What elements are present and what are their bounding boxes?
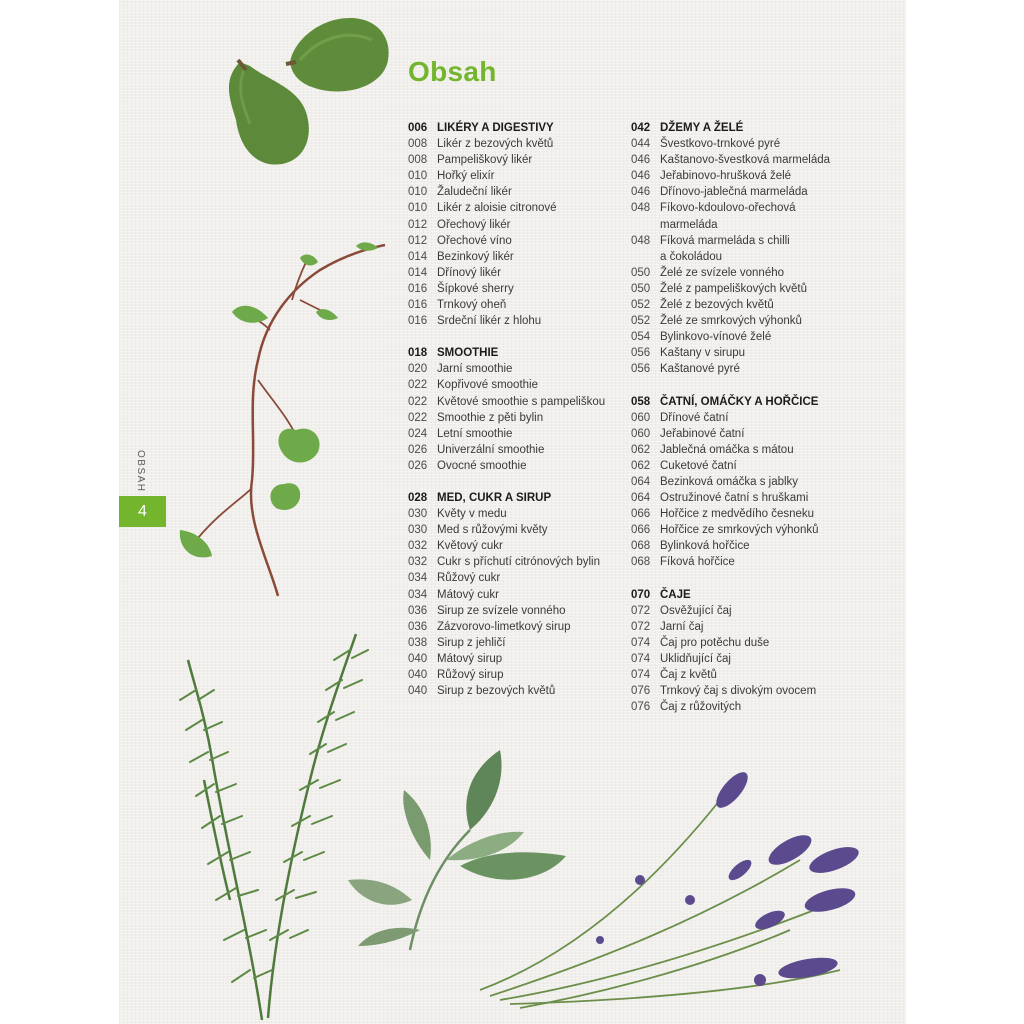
entry-title: Letní smoothie [437, 427, 513, 440]
entry-page-number: 040 [408, 685, 428, 698]
entry-page-number: 052 [631, 299, 651, 312]
toc-entry[interactable] [408, 136, 658, 152]
entry-page-number: 060 [631, 427, 651, 440]
section-heading[interactable] [631, 120, 881, 136]
entry-title: Srdeční likér z hlohu [437, 315, 542, 328]
toc-entry[interactable] [631, 538, 881, 554]
entry-page-number: 048 [631, 202, 651, 215]
branch-illustration [198, 245, 385, 596]
section-page-number: 058 [631, 395, 651, 408]
section-heading[interactable] [408, 120, 658, 136]
entry-page-number: 014 [408, 266, 428, 279]
toc-entry[interactable] [408, 249, 658, 265]
entry-page-number: 030 [408, 524, 428, 537]
entry-title: Ořechové víno [437, 234, 512, 247]
entry-page-number: 014 [408, 250, 428, 263]
entry-page-number: 040 [408, 652, 428, 665]
entry-title: Dřínový likér [437, 266, 501, 279]
entry-title: Květové smoothie s pampeliškou [437, 395, 606, 408]
entry-title: Trnkový čaj s divokým ovocem [660, 685, 817, 698]
toc-entry[interactable] [631, 699, 881, 715]
entry-title: Hořký elixír [437, 170, 495, 183]
entry-title: Květy v medu [437, 508, 507, 521]
section-title: MED, CUKR A SIRUP [437, 491, 552, 504]
entry-page-number: 072 [631, 620, 651, 633]
toc-entry[interactable] [631, 136, 881, 152]
entry-title: Ořechový likér [437, 218, 511, 231]
entry-title: Želé ze smrkových výhonků [660, 315, 802, 328]
entry-page-number: 068 [631, 540, 651, 553]
entry-title: Med s růžovými květy [437, 524, 548, 537]
section-heading[interactable] [408, 490, 658, 506]
entry-title: a čokoládou [660, 250, 723, 263]
entry-title: Kaštany v sirupu [660, 347, 746, 360]
entry-page-number: 022 [408, 379, 428, 392]
entry-title: Cuketové čatní [660, 459, 737, 472]
toc-entry[interactable] [631, 506, 881, 522]
toc-entry[interactable] [631, 233, 881, 249]
toc-entry[interactable] [408, 200, 658, 216]
toc-entry[interactable] [408, 587, 658, 603]
toc-entry[interactable] [408, 506, 658, 522]
entry-title: Fíková hořčice [660, 556, 735, 569]
rosemary-needles [180, 650, 368, 982]
toc-entry[interactable] [408, 361, 658, 377]
entry-title: Bezinková omáčka s jablky [660, 475, 799, 488]
section-title: DŽEMY A ŽELÉ [660, 122, 744, 134]
section-page-number: 028 [408, 491, 428, 504]
toc-entry-continuation[interactable] [631, 217, 881, 233]
entry-title: Bezinkový likér [437, 250, 514, 263]
toc-section [408, 490, 658, 699]
entry-title: Jarní smoothie [437, 363, 513, 376]
toc-entry[interactable] [631, 313, 881, 329]
entry-title: Růžový cukr [437, 572, 501, 585]
toc-entry[interactable] [631, 490, 881, 506]
entry-page-number: 072 [631, 604, 651, 617]
entry-title: Jarní čaj [660, 620, 704, 633]
toc-entry[interactable] [408, 522, 658, 538]
toc-left-column [408, 120, 658, 715]
section-page-number: 018 [408, 347, 428, 360]
section-heading[interactable] [408, 345, 658, 361]
toc-entry[interactable] [408, 667, 658, 683]
toc-entry[interactable] [408, 554, 658, 570]
entry-title: Cukr s příchutí citrónových bylin [437, 556, 600, 569]
section-title: ČATNÍ, OMÁČKY A HOŘČICE [660, 395, 819, 408]
entry-page-number: 044 [631, 138, 651, 151]
entry-page-number: 050 [631, 266, 651, 279]
sage-illustration [348, 750, 566, 950]
toc-entry[interactable] [631, 458, 881, 474]
entry-page-number: 022 [408, 395, 428, 408]
toc-entry[interactable] [631, 281, 881, 297]
entry-title: Čaj z růžovitých [660, 701, 742, 714]
entry-page-number: 056 [631, 347, 651, 360]
entry-title: marmeláda [660, 218, 718, 231]
entry-title: Sirup z jehličí [437, 636, 506, 649]
toc-section [631, 120, 881, 378]
toc-entry[interactable] [408, 570, 658, 586]
entry-title: Želé z pampeliškových květů [660, 282, 808, 295]
entry-page-number: 062 [631, 459, 651, 472]
toc-entry[interactable] [408, 377, 658, 393]
entry-title: Univerzální smoothie [437, 443, 545, 456]
entry-page-number: 050 [631, 282, 651, 295]
entry-page-number: 016 [408, 315, 428, 328]
toc-entry[interactable] [631, 651, 881, 667]
toc-right-column [631, 120, 881, 731]
toc-section [408, 345, 658, 474]
entry-page-number: 008 [408, 154, 428, 167]
entry-title: Likér z aloisie citronové [437, 202, 557, 215]
toc-entry[interactable] [408, 603, 658, 619]
section-title: LIKÉRY A DIGESTIVY [437, 122, 554, 134]
section-page-number: 042 [631, 122, 651, 134]
entry-page-number: 064 [631, 475, 651, 488]
entry-title: Želé ze svízele vonného [660, 266, 785, 279]
toc-entry[interactable] [408, 168, 658, 184]
entry-page-number: 024 [408, 427, 428, 440]
entry-title: Čaj z květů [660, 669, 717, 681]
section-heading[interactable] [631, 587, 881, 603]
section-heading[interactable] [631, 394, 881, 410]
entry-page-number: 030 [408, 508, 428, 521]
entry-page-number: 036 [408, 620, 428, 633]
entry-title: Ovocné smoothie [437, 459, 527, 472]
entry-title: Čaj pro potěchu duše [660, 636, 770, 649]
toc-entry[interactable] [408, 265, 658, 281]
entry-page-number: 020 [408, 363, 428, 376]
entry-title: Trnkový oheň [437, 299, 507, 312]
toc-entry[interactable] [631, 635, 881, 651]
toc-entry[interactable] [631, 184, 881, 200]
entry-title: Kaštanovo-švestková marmeláda [660, 154, 831, 167]
toc-entry[interactable] [631, 168, 881, 184]
entry-page-number: 016 [408, 282, 428, 295]
toc-entry[interactable] [408, 184, 658, 200]
entry-page-number: 076 [631, 685, 651, 698]
entry-page-number: 056 [631, 363, 651, 376]
toc-entry[interactable] [631, 522, 881, 538]
section-title: ČAJE [660, 588, 691, 601]
entry-page-number: 012 [408, 218, 428, 231]
entry-page-number: 032 [408, 556, 428, 569]
toc-entry[interactable] [408, 635, 658, 651]
page-number-badge: 4 [119, 496, 166, 527]
entry-page-number: 026 [408, 459, 428, 472]
entry-page-number: 036 [408, 604, 428, 617]
entry-title: Pampeliškový likér [437, 154, 533, 167]
entry-page-number: 040 [408, 669, 428, 681]
toc-entry[interactable] [408, 297, 658, 313]
toc-entry[interactable] [408, 651, 658, 667]
entry-title: Dřínové čatní [660, 411, 729, 424]
entry-page-number: 010 [408, 202, 428, 215]
section-page-number: 006 [408, 122, 428, 134]
entry-title: Hořčice z medvědího česneku [660, 508, 815, 521]
entry-page-number: 074 [631, 669, 651, 681]
entry-title: Zázvorovo-limetkový sirup [437, 620, 571, 633]
entry-page-number: 048 [631, 234, 651, 247]
toc-entry[interactable] [631, 410, 881, 426]
entry-title: Jeřabinovo-hrušková želé [660, 170, 792, 183]
toc-entry[interactable] [408, 442, 658, 458]
toc-entry[interactable] [408, 619, 658, 635]
toc-entry[interactable] [631, 297, 881, 313]
toc-entry[interactable] [631, 345, 881, 361]
entry-title: Smoothie z pěti bylin [437, 411, 544, 424]
entry-page-number: 074 [631, 636, 651, 649]
toc-entry[interactable] [408, 458, 658, 474]
entry-title: Jablečná omáčka s mátou [660, 443, 794, 456]
entry-title: Bylinková hořčice [660, 540, 750, 553]
entry-title: Kopřivové smoothie [437, 379, 538, 392]
entry-title: Mátový cukr [437, 588, 499, 601]
toc-entry[interactable] [631, 152, 881, 168]
section-title: SMOOTHIE [437, 347, 499, 360]
entry-title: Sirup z bezových květů [437, 685, 556, 698]
entry-title: Sirup ze svízele vonného [437, 604, 566, 617]
toc-entry[interactable] [631, 361, 881, 377]
toc-entry[interactable] [631, 265, 881, 281]
toc-entry[interactable] [631, 667, 881, 683]
fig-illustration [229, 18, 389, 165]
entry-page-number: 046 [631, 170, 651, 183]
toc-section [408, 120, 658, 329]
entry-page-number: 034 [408, 588, 428, 601]
entry-page-number: 046 [631, 186, 651, 199]
entry-page-number: 010 [408, 170, 428, 183]
entry-title: Švestkovo-trnkové pyré [660, 138, 781, 151]
entry-title: Likér z bezových květů [437, 138, 554, 151]
entry-page-number: 016 [408, 299, 428, 312]
entry-page-number: 052 [631, 315, 651, 328]
entry-page-number: 034 [408, 572, 428, 585]
entry-title: Uklidňující čaj [660, 652, 731, 665]
entry-page-number: 064 [631, 492, 651, 505]
toc-entry[interactable] [408, 538, 658, 554]
toc-entry[interactable] [631, 603, 881, 619]
toc-section [631, 394, 881, 571]
toc-entry[interactable] [408, 233, 658, 249]
toc-entry[interactable] [408, 281, 658, 297]
toc-entry[interactable] [408, 217, 658, 233]
toc-entry[interactable] [631, 474, 881, 490]
entry-title: Dřínovo-jablečná marmeláda [660, 186, 808, 199]
branch-leaves [180, 242, 378, 557]
toc-entry[interactable] [631, 619, 881, 635]
entry-title: Želé z bezových květů [660, 299, 774, 312]
page-title: Obsah [408, 56, 497, 87]
toc-entry[interactable] [408, 410, 658, 426]
entry-title: Fíková marmeláda s chilli [660, 234, 790, 247]
entry-title: Ostružinové čatní s hruškami [660, 492, 809, 505]
entry-page-number: 066 [631, 508, 651, 521]
entry-page-number: 022 [408, 411, 428, 424]
section-side-label: OBSAH [135, 450, 146, 493]
rosemary-illustration [188, 634, 356, 1020]
toc-entry[interactable] [408, 313, 658, 329]
entry-title: Šípkové sherry [437, 282, 514, 295]
entry-title: Mátový sirup [437, 652, 503, 665]
entry-title: Jeřabinové čatní [660, 427, 745, 440]
toc-entry[interactable] [408, 426, 658, 442]
toc-entry[interactable] [408, 152, 658, 168]
entry-page-number: 060 [631, 411, 651, 424]
entry-title: Fíkovo-kdoulovo-ořechová [660, 202, 796, 215]
toc-entry[interactable] [408, 683, 658, 699]
entry-page-number: 032 [408, 540, 428, 553]
entry-title: Osvěžující čaj [660, 604, 732, 617]
entry-page-number: 054 [631, 331, 651, 344]
toc-entry[interactable] [631, 200, 881, 216]
toc-entry[interactable] [631, 554, 881, 570]
toc-entry[interactable] [408, 394, 658, 410]
entry-title: Růžový sirup [437, 669, 504, 681]
entry-title: Bylinkovo-vínové želé [660, 331, 772, 344]
entry-page-number: 062 [631, 443, 651, 456]
toc-entry-continuation[interactable] [631, 249, 881, 265]
toc-entry[interactable] [631, 442, 881, 458]
toc-section [631, 587, 881, 716]
entry-title: Žaludeční likér [437, 186, 512, 199]
entry-page-number: 008 [408, 138, 428, 151]
entry-page-number: 046 [631, 154, 651, 167]
entry-page-number: 038 [408, 636, 428, 649]
entry-title: Květový cukr [437, 540, 503, 553]
entry-page-number: 076 [631, 701, 651, 714]
toc-entry[interactable] [631, 329, 881, 345]
entry-title: Kaštanové pyré [660, 363, 740, 376]
entry-page-number: 066 [631, 524, 651, 537]
toc-entry[interactable] [631, 683, 881, 699]
entry-page-number: 010 [408, 186, 428, 199]
toc-entry[interactable] [631, 426, 881, 442]
entry-page-number: 068 [631, 556, 651, 569]
entry-page-number: 074 [631, 652, 651, 665]
entry-page-number: 026 [408, 443, 428, 456]
entry-title: Hořčice ze smrkových výhonků [660, 524, 819, 537]
entry-page-number: 012 [408, 234, 428, 247]
section-page-number: 070 [631, 588, 651, 601]
